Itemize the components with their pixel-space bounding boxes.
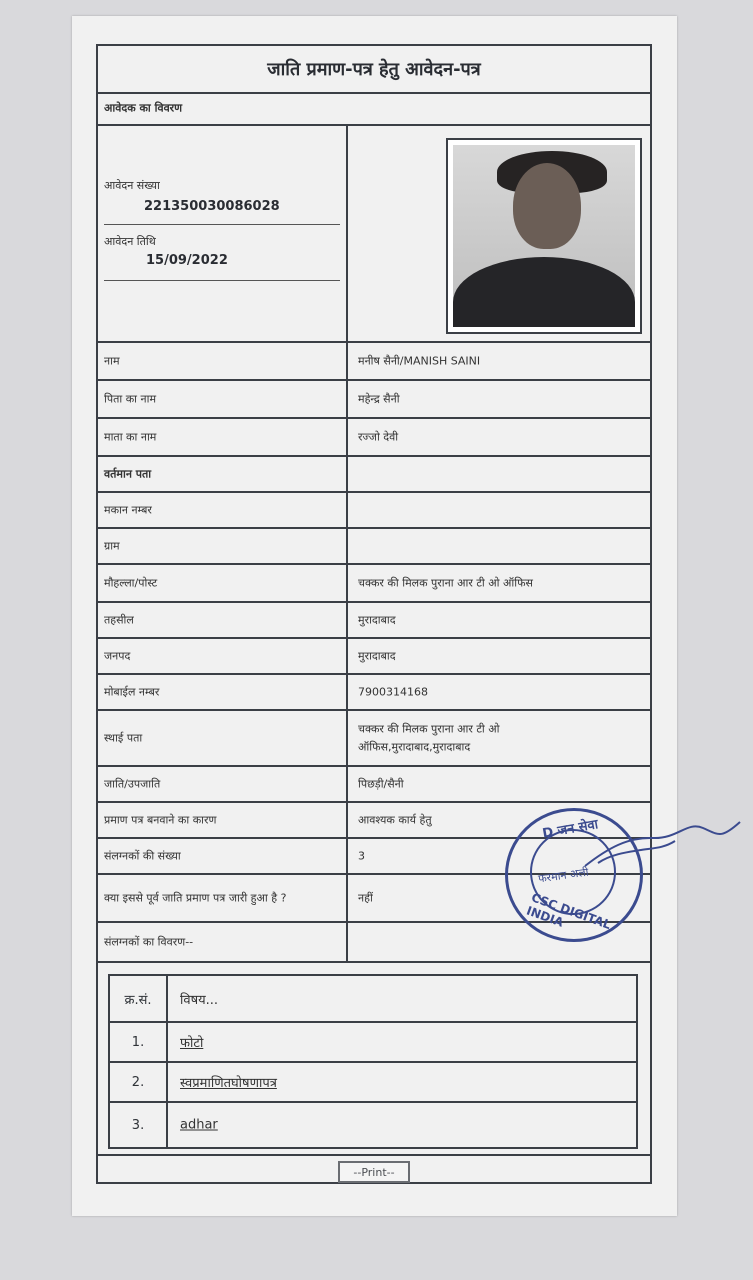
field-value: मुरादाबाद	[358, 613, 396, 627]
field-value: 3	[358, 849, 365, 863]
field-label: प्रमाण पत्र बनवाने का कारण	[104, 813, 217, 827]
application-date: 15/09/2022	[146, 253, 228, 268]
field-label: जनपद	[104, 649, 131, 663]
attachment-row	[110, 1103, 636, 1147]
field-row	[98, 457, 650, 493]
field-value: चक्कर की मिलक पुराना आर टी ओ ऑफिस	[358, 576, 533, 590]
form-title: जाति प्रमाण-पत्र हेतु आवेदन-पत्र	[98, 46, 650, 94]
field-label: ग्राम	[104, 539, 120, 553]
attachment-link[interactable]: adhar	[180, 1117, 218, 1133]
subject-header: विषय...	[180, 992, 219, 1008]
field-value: मुरादाबाद	[358, 649, 396, 663]
bottom-separator	[98, 1154, 650, 1156]
attachment-sn: 3.	[110, 1103, 168, 1147]
applicant-photo	[453, 145, 635, 327]
field-row	[98, 565, 650, 603]
form-frame	[96, 44, 652, 1184]
applicant-meta-block	[98, 126, 348, 341]
face-shape	[513, 163, 581, 249]
field-row	[98, 493, 650, 529]
field-row	[98, 603, 650, 639]
field-row	[98, 529, 650, 565]
field-row	[98, 381, 650, 419]
section-applicant-label: आवेदक का विवरण	[104, 101, 183, 115]
attachment-sn: 1.	[110, 1023, 168, 1061]
field-label: जाति/उपजाति	[104, 777, 161, 791]
field-row	[98, 419, 650, 457]
attachment-row	[110, 1063, 636, 1103]
field-label: माता का नाम	[104, 430, 157, 444]
attachments-header-row	[110, 976, 636, 1023]
field-value: महेन्द्र सैनी	[358, 392, 400, 406]
field-label: पिता का नाम	[104, 392, 157, 406]
application-date-label: आवेदन तिथि	[104, 235, 156, 248]
print-button[interactable]: --Print--	[338, 1161, 410, 1183]
field-label: मौहल्ला/पोस्ट	[104, 576, 158, 590]
field-label: संलग्नकों की संख्या	[104, 849, 181, 863]
applicant-photo-frame	[446, 138, 642, 334]
field-label: संलग्नकों का विवरण--	[104, 935, 194, 949]
field-label: स्थाई पता	[104, 731, 143, 745]
divider-line	[104, 224, 340, 225]
field-row	[98, 675, 650, 711]
field-label: तहसील	[104, 613, 134, 627]
sn-header: क्र.सं.	[110, 976, 168, 1021]
application-number: 221350030086028	[144, 199, 280, 214]
stamp-bottom-text: CSC DIGITAL INDIA	[524, 890, 613, 933]
attachment-sn: 2.	[110, 1063, 168, 1101]
section-applicant-row	[98, 92, 650, 126]
field-row	[98, 711, 650, 767]
field-value: रज्जो देवी	[358, 430, 399, 444]
stamp-middle-text: फरमान अली	[537, 865, 590, 886]
field-label: वर्तमान पता	[104, 467, 152, 481]
field-label: मकान नम्बर	[104, 503, 152, 517]
field-row	[98, 767, 650, 803]
field-value: नहीं	[358, 891, 373, 905]
attachment-link[interactable]: स्वप्रमाणितघोषणापत्र	[180, 1076, 277, 1091]
stamp-top-text: D जन सेवा	[541, 817, 600, 842]
shirt-shape	[453, 257, 635, 327]
field-row	[98, 343, 650, 381]
attachment-row	[110, 1023, 636, 1063]
signature-scribble	[580, 808, 745, 878]
field-value: आवश्यक कार्य हेतु	[358, 813, 432, 827]
field-label: क्या इससे पूर्व जाति प्रमाण पत्र जारी हुआ है ?	[104, 891, 287, 905]
application-number-label: आवेदन संख्या	[104, 179, 160, 192]
field-value: मनीष सैनी/MANISH SAINI	[358, 354, 481, 368]
field-value: पिछड़ी/सैनी	[358, 777, 404, 791]
field-label: नाम	[104, 354, 120, 368]
field-row	[98, 639, 650, 675]
document-sheet	[72, 16, 677, 1216]
field-value: चक्कर की मिलक पुराना आर टी ओ ऑफिस,मुरादाबाद,मुरादाबाद	[358, 722, 500, 753]
divider-line	[104, 280, 340, 281]
attachment-link[interactable]: फोटो	[180, 1036, 204, 1051]
field-value: 7900314168	[358, 685, 428, 699]
attachments-table	[108, 974, 638, 1149]
field-label: मोबाईल नम्बर	[104, 685, 160, 699]
